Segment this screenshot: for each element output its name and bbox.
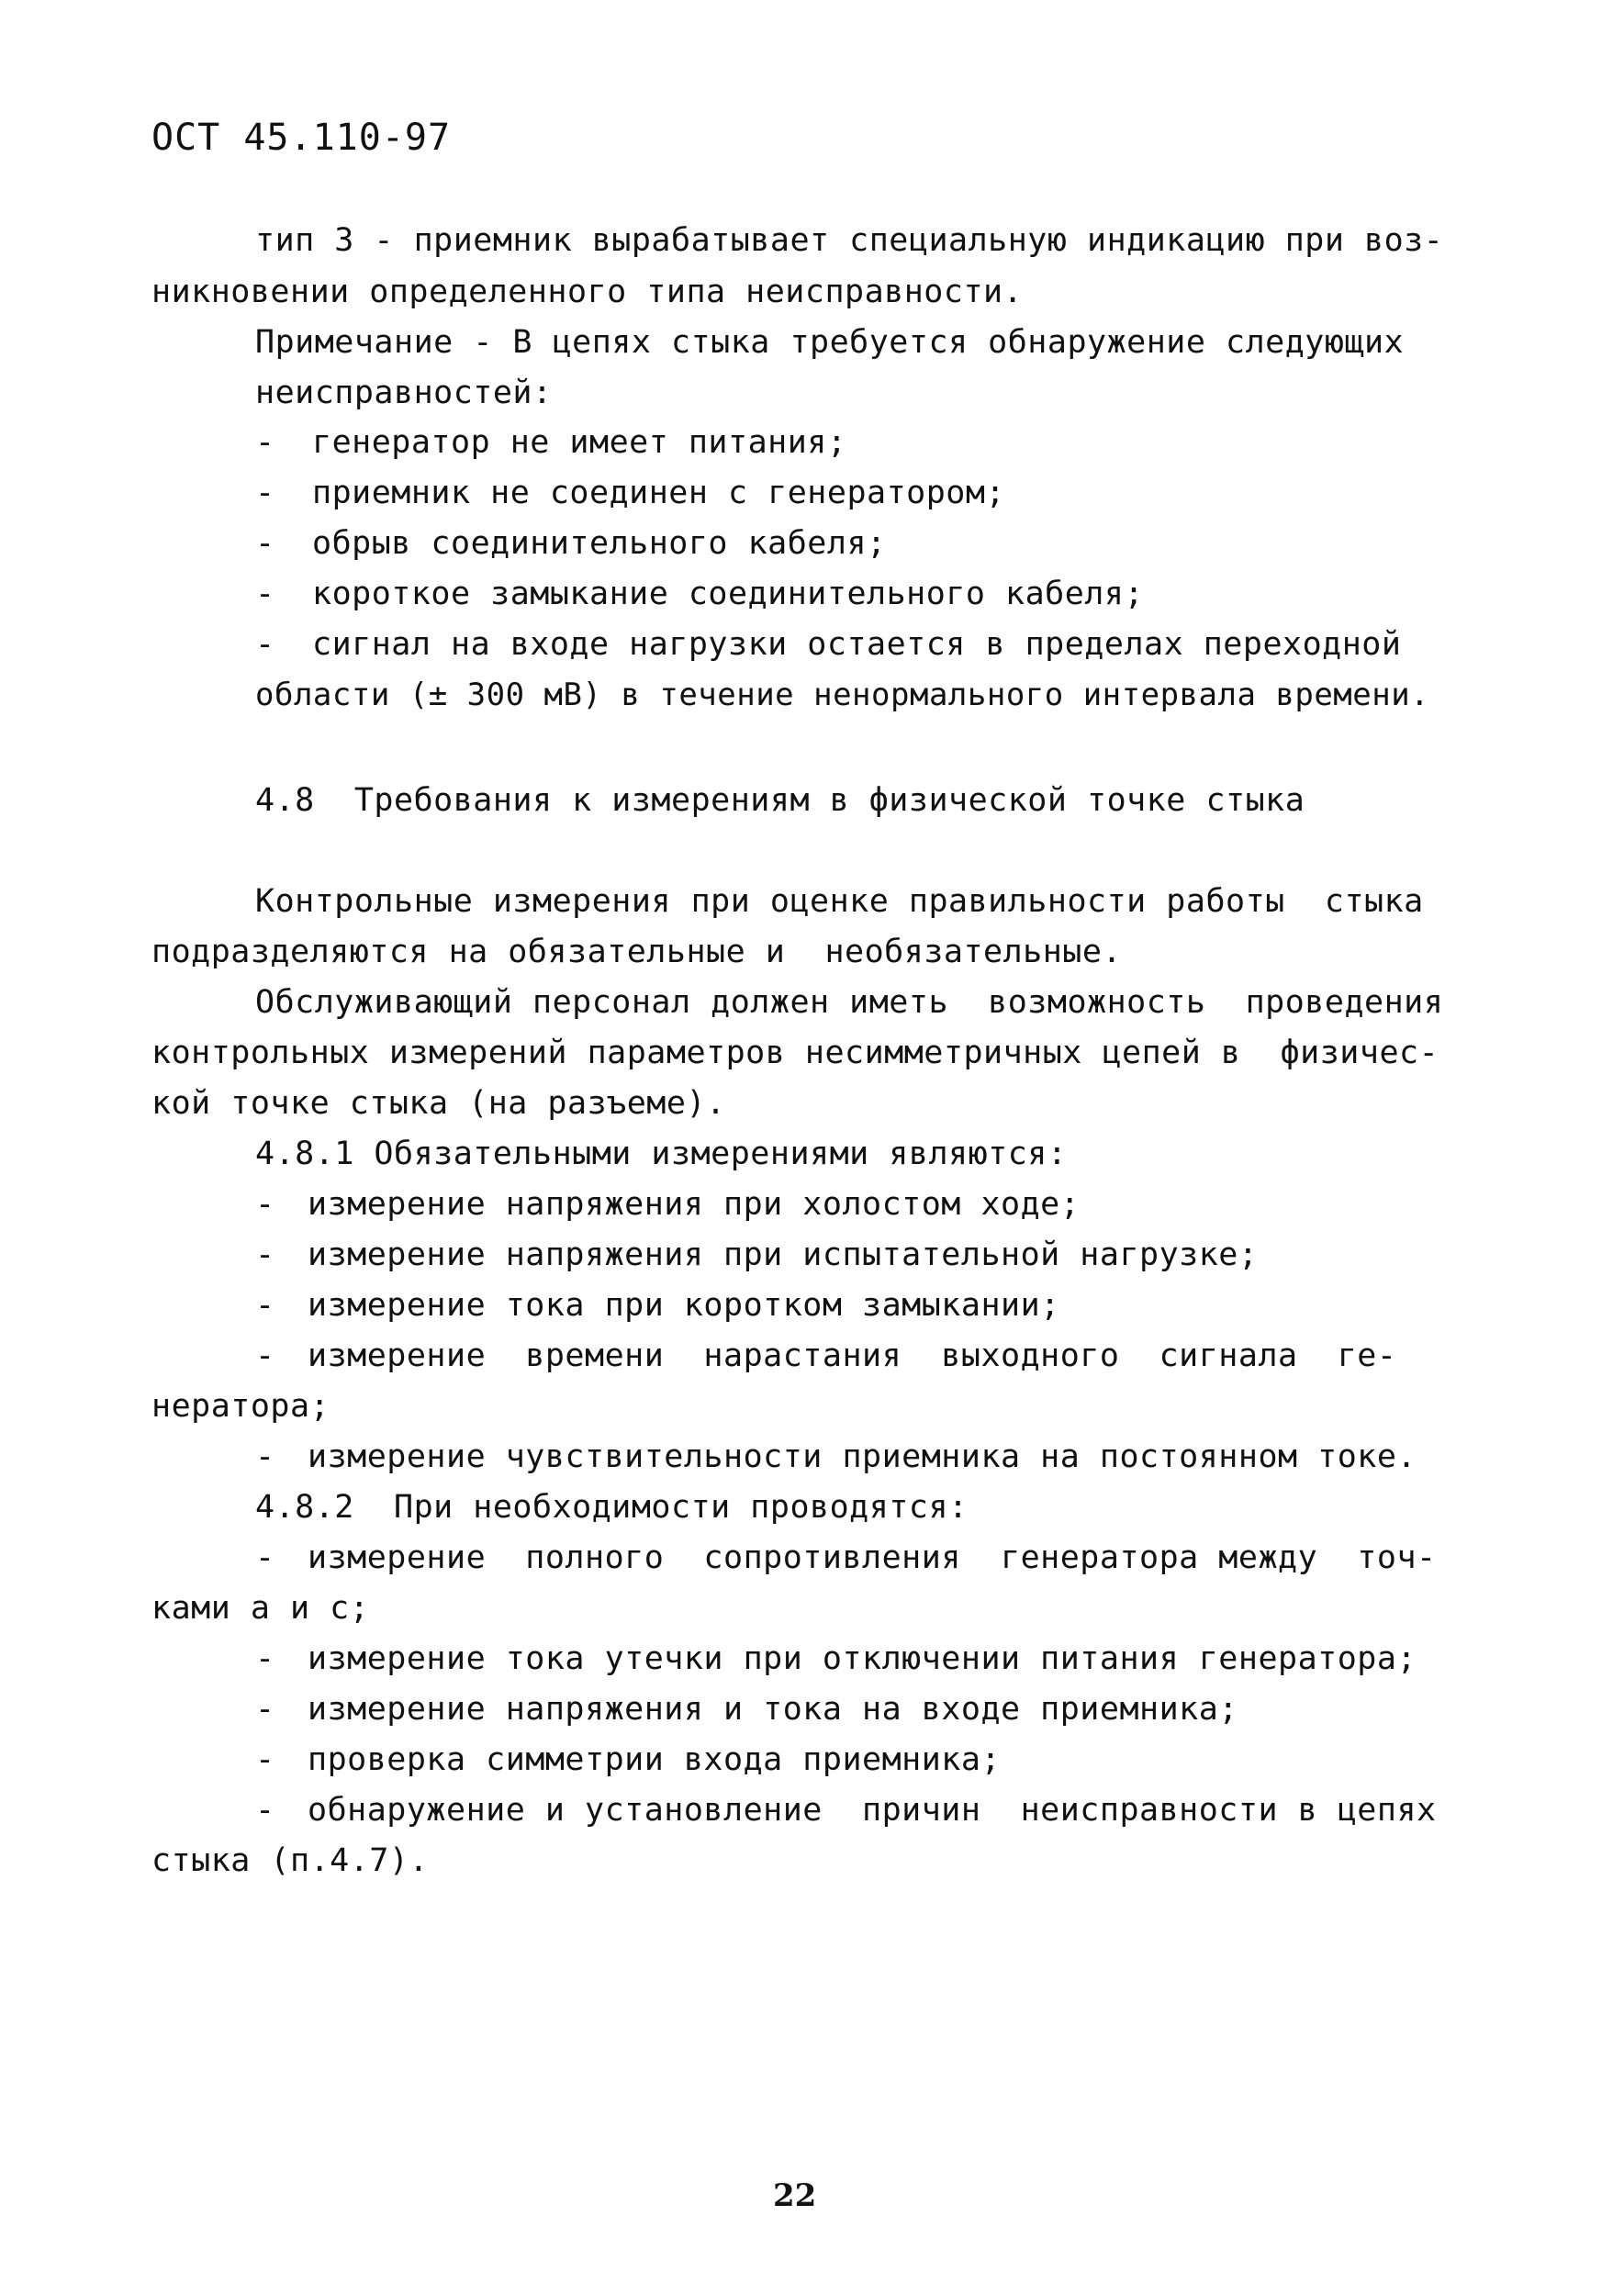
section-4-8-2-heading: 4.8.2 При необходимости проводятся: <box>255 1489 969 1526</box>
note-line-2: неисправностей: <box>255 375 553 411</box>
section-4-8-para1-line2: подразделяются на обязательные и необязательные. <box>151 934 1123 970</box>
mandatory-item-5: измерение чувствительности приемника на постоянном токе. <box>308 1438 1417 1475</box>
bullet-dash: - <box>255 1792 275 1829</box>
note-item-2: приемник не соединен с генератором; <box>312 475 1006 511</box>
type3-line-1: тип 3 - приемник вырабатывает специальную индикацию при воз- <box>255 222 1444 259</box>
bullet-dash: - <box>255 1539 275 1576</box>
optional-item-1-cont: ками а и с; <box>151 1590 370 1627</box>
type3-line-2: никновении определенного типа неисправности. <box>151 274 1024 310</box>
bullet-dash: - <box>255 1186 275 1223</box>
note-item-5: сигнал на входе нагрузки остается в пределах переходной <box>312 626 1402 663</box>
bullet-dash: - <box>255 1640 275 1677</box>
section-4-8-heading: 4.8 Требования к измерениям в физической точке стыка <box>255 782 1305 819</box>
mandatory-item-2: измерение напряжения при испытательной нагрузке; <box>308 1237 1259 1273</box>
bullet-dash: - <box>255 525 275 562</box>
note-item-3: обрыв соединительного кабеля; <box>312 525 887 562</box>
bullet-dash: - <box>255 1741 275 1778</box>
section-4-8-1-heading: 4.8.1 Обязательными измерениями являются: <box>255 1136 1068 1172</box>
note-line-1: Примечание - В цепях стыка требуется обнаружение следующих <box>255 324 1405 361</box>
bullet-dash: - <box>255 424 275 461</box>
mandatory-item-3: измерение тока при коротком замыкании; <box>308 1287 1060 1324</box>
section-4-8-para2-line2: контрольных измерений параметров несимметричных цепей в физичес- <box>151 1035 1439 1071</box>
bullet-dash: - <box>255 1237 275 1273</box>
bullet-dash: - <box>255 1287 275 1324</box>
bullet-dash: - <box>255 1691 275 1728</box>
optional-item-5-cont: стыка (п.4.7). <box>151 1842 430 1879</box>
section-4-8-para2-line3: кой точке стыка (на разъеме). <box>151 1085 726 1122</box>
optional-item-4: проверка симметрии входа приемника; <box>308 1741 1002 1778</box>
mandatory-item-4: измерение времени нарастания выходного сигнала ге- <box>308 1337 1397 1374</box>
bullet-dash: - <box>255 626 275 663</box>
optional-item-1: измерение полного сопротивления генератора между точ- <box>308 1539 1437 1576</box>
bullet-dash: - <box>255 475 275 511</box>
mandatory-item-1: измерение напряжения при холостом ходе; <box>308 1186 1081 1223</box>
section-4-8-para1-line1: Контрольные измерения при оценке правильности работы стыка <box>255 883 1424 920</box>
bullet-dash: - <box>255 1438 275 1475</box>
bullet-dash: - <box>255 576 275 612</box>
document-code: ОСТ 45.110-97 <box>151 117 452 159</box>
mandatory-item-4-cont: нератора; <box>151 1388 330 1425</box>
page-number: 22 <box>773 2177 817 2214</box>
optional-item-3: измерение напряжения и тока на входе приемника; <box>308 1691 1238 1728</box>
note-last-line: области (± 300 мВ) в течение ненормального интервала времени. <box>255 677 1430 713</box>
optional-item-2: измерение тока утечки при отключении питания генератора; <box>308 1640 1417 1677</box>
note-item-1: генератор не имеет питания; <box>312 424 847 461</box>
optional-item-5: обнаружение и установление причин неисправности в цепях <box>308 1792 1437 1829</box>
bullet-dash: - <box>255 1337 275 1374</box>
section-4-8-para2-line1: Обслуживающий персонал должен иметь возможность проведения <box>255 984 1444 1021</box>
note-item-4: короткое замыкание соединительного кабеля; <box>312 576 1145 612</box>
